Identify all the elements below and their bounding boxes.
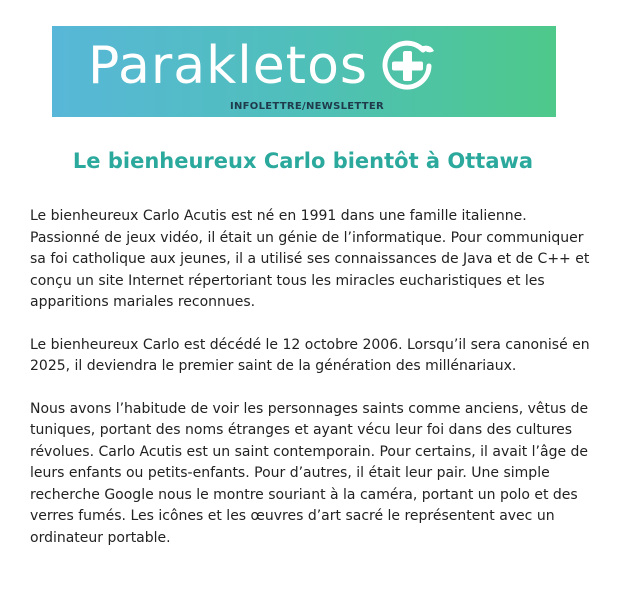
- article-paragraph: Le bienheureux Carlo est décédé le 12 octobre 2006. Lorsqu’il sera canonisé en 2025, il deviendra le premier saint de la génération des millénariaux.: [30, 336, 590, 374]
- newsletter-banner: [52, 26, 556, 117]
- brand-row: [88, 34, 436, 98]
- article-body: [30, 206, 590, 570]
- newsletter-subtitle: INFOLETTRE/NEWSLETTER: [229, 101, 385, 112]
- cross-circle-icon: [378, 37, 436, 95]
- article-paragraph: Nous avons l’habitude de voir les personnages saints comme anciens, vêtus de tuniques, portant des noms étranges et ayant vécu leur foi dans des cultures révolues. Carlo Acutis est un saint contemporain. Pour certains, il avait l’âge de leurs enfants ou petits-enfants. Pour d’autres, il était leur pair. Une simple recherche Google nous le montre souriant à la caméra, portant un polo et des verres fumés. Les icônes et les œuvres d’art sacré le représentent avec un ordinateur portable.: [30, 400, 589, 546]
- brand-name: Parakletos: [88, 36, 368, 96]
- article-title: Le bienheureux Carlo bientôt à Ottawa: [72, 149, 534, 173]
- article-paragraph: Le bienheureux Carlo Acutis est né en 1991 dans une famille italienne. Passionné de jeux vidéo, il était un génie de l’informatique. Pour communiquer sa foi catholique aux jeunes, il a utilisé ses connaissances de Java et de C++ et conçu un site Internet répertoriant tous les miracles eucharistiques et les apparitions mariales reconnues.: [30, 208, 590, 310]
